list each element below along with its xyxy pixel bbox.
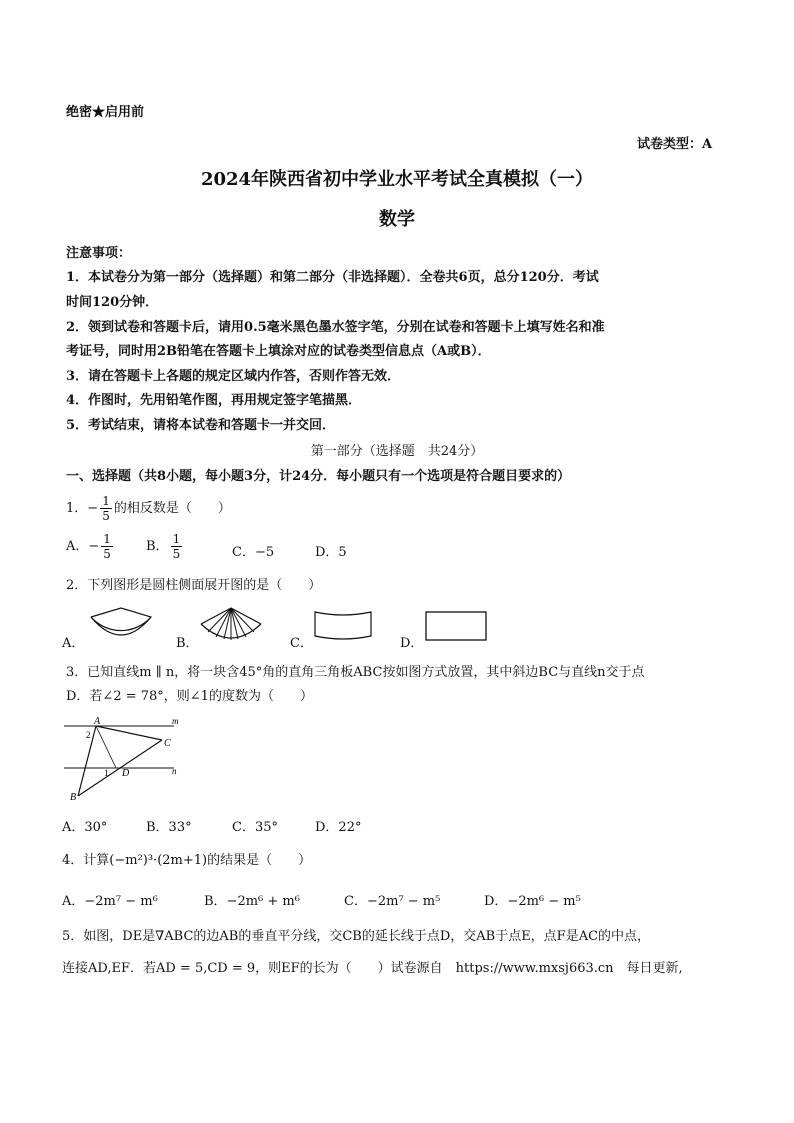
q2-option-d-label[interactable]: D． [400,636,424,651]
sector-shape-icon [88,605,154,645]
q3-option-d[interactable]: D．22° [315,820,362,835]
angle-1-label: 1 [104,768,109,778]
note-line: 3．请在答题卡上各题的规定区域内作答，否则作答无效． [66,369,401,384]
subject-title: 数学 [379,209,415,230]
question-5-line1: 5．如图，DE是∇ABC的边AB的垂直平分线，交CB的延长线于点D，交AB于点E，点F是AC的中点， [62,929,651,944]
angle-2-label: 2 [86,730,91,740]
fraction: $\frac{1}{5}$ [172,532,181,561]
q1-option-b[interactable]: B． $\frac{1}{5}$ [146,532,181,561]
note-line: 2．领到试卷和答题卡后，请用0.5毫米黑色墨水签字笔，分别在试卷和答题卡上填写姓名和准 [66,320,605,335]
question-1: 1．− $\frac{1}{5}$ 的相反数是（ ） [66,494,231,523]
question-3-line2: D．若∠2 = 78°，则∠1的度数为（ ） [66,689,313,704]
q1-option-c[interactable]: C．−5 [232,545,275,560]
q2-option-c-label[interactable]: C． [290,636,313,651]
q2-option-a-label[interactable]: A． [62,636,85,651]
question-4: 4．计算(−m²)³·(2m+1)的结果是（ ） [62,853,312,868]
fraction: $\frac{1}{5}$ [103,532,111,561]
q3-option-a[interactable]: A．30° [62,820,108,835]
note-line: 时间120分钟． [66,295,159,310]
q1-option-d[interactable]: D．5 [315,545,347,560]
note-line: 考证号，同时用2B铅笔在答题卡上填涂对应的试卷类型信息点（A或B）． [66,344,491,359]
q4-option-b[interactable]: B．−2m⁶ + m⁶ [204,894,300,909]
q1-option-a[interactable]: A．− $\frac{1}{5}$ [66,532,111,561]
notes-heading: 注意事项： [66,246,132,261]
label-d: D [122,768,130,779]
label-a: A [94,716,101,727]
note-line: 4．作图时，先用铅笔作图，再用规定签字笔描黑． [66,393,362,408]
q4-option-c[interactable]: C．−2m⁷ − m⁵ [344,894,441,909]
question-5-line2: 连接AD,EF．若AD = 5,CD = 9，则EF的长为（ ）试卷源自 https://www.mxsj663.cn 每日更新, [62,961,683,976]
label-n: n [172,766,177,776]
label-m: m [172,716,179,726]
q4-option-a[interactable]: A．−2m⁷ − m⁶ [62,894,158,909]
triangle-parallel-lines-figure [64,714,184,804]
secret-label: 绝密★启用前 [66,105,145,120]
question-2: 2．下列图形是圆柱侧面展开图的是（ ） [66,578,322,593]
question-3-line1: 3．已知直线m ∥ n，将一块含45°角的直角三角板ABC按如图方式放置，其中斜边BC与直线n交于点 [66,665,645,680]
q3-option-c[interactable]: C．35° [232,820,278,835]
label-b: B [70,792,77,803]
fraction: $\frac{1}{5}$ [102,494,110,523]
exam-title: 2024年陕西省初中学业水平考试全真模拟（一） [200,169,594,190]
q4-option-d[interactable]: D．−2m⁶ − m⁵ [484,894,581,909]
q3-option-b[interactable]: B．33° [146,820,192,835]
q2-option-b-label[interactable]: B． [176,636,199,651]
cone-fan-shape-icon [198,606,264,646]
note-line: 5．考试结束，请将本试卷和答题卡一并交回． [66,418,336,433]
part1-title: 第一部分（选择题 共24分） [310,444,484,459]
paper-type-label: 试卷类型：A [637,137,713,152]
barrel-shape-icon [312,608,374,642]
section-heading: 一、选择题（共8小题，每小题3分，计24分．每小题只有一个选项是符合题目要求的） [66,469,571,484]
rectangle-shape-icon [424,610,488,642]
note-line: 1．本试卷分为第一部分（选择题）和第二部分（非选择题）．全卷共6页，总分120分．考试 [66,270,599,285]
label-c: C [164,738,171,749]
